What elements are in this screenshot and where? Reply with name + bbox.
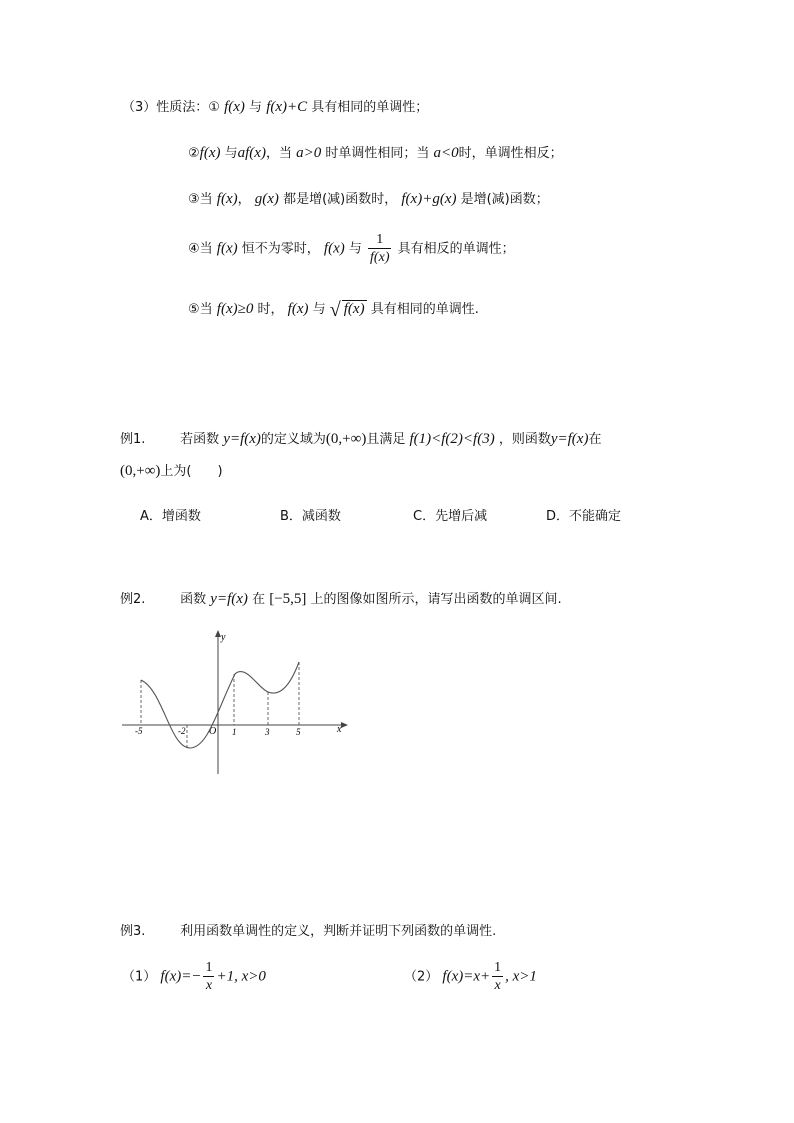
reciprocal-fraction: $\frac{1}{f(x)}$ [370, 232, 390, 265]
sqrt-radicand: f(x) [343, 301, 365, 317]
option-a: A．增函数 [140, 509, 201, 524]
property-method-line-3: ③当 f(x)， g(x) 都是增(减)函数时， f(x)+g(x) 是增(减)函数； [188, 191, 549, 207]
tick-label-5: 5 [296, 727, 301, 737]
example-3-label: 例3. [120, 924, 146, 939]
property-method-line-2: ②f(x) 与af(x)，当 a>0 时单调性相同；当 a<0时，单调性相反； [188, 145, 563, 161]
option-c: C．先增后减 [413, 509, 488, 524]
function-curve [141, 662, 299, 748]
section-label: （3）性质法： [122, 100, 209, 115]
origin-label: O [209, 726, 217, 737]
example-1-line-2: (0,+∞)上为( ) [120, 463, 223, 479]
property-method-line-1: （3）性质法：① f(x) 与 f(x)+C 具有相同的单调性； [122, 99, 429, 115]
example-1-line-1: 例1. 若函数 y=f(x)的定义域为(0,+∞)且满足 f(1)<f(2)<f(3) ，则函数y=f(x)在 [120, 428, 601, 448]
x-axis-arrow [341, 722, 348, 728]
example-1-label: 例1. [120, 432, 146, 447]
fraction-1-over-x-2: $\frac{1}{x}$ [494, 960, 502, 993]
y-axis-label: y [221, 632, 226, 643]
tick-label-minus2: -2 [178, 726, 186, 736]
tick-label-3: 3 [265, 727, 270, 737]
option-d: D．不能确定 [546, 509, 622, 524]
fraction-1-over-x: $\frac{1}{x}$ [205, 960, 213, 993]
example-2-line: 例2. 函数 y=f(x) 在 [−5,5] 上的图像如图所示，请写出函数的单调区间. [120, 588, 562, 608]
example-3-line: 例3. 利用函数单调性的定义，判断并证明下列函数的单调性. [120, 920, 496, 939]
example-2-label: 例2. [120, 592, 146, 607]
option-b: B．减函数 [280, 509, 341, 524]
x-axis-label: x [337, 724, 342, 735]
function-graph [118, 628, 358, 778]
tick-label-minus5: -5 [135, 726, 143, 736]
example-3-question-1: （1） f(x)=− $\frac{1}{x}$ +1, x>0 [122, 960, 266, 993]
property-method-line-5: ⑤当 f(x)≥0 时， f(x) 与 √ f(x) 具有相同的单调性. [188, 299, 479, 321]
example-3-question-2: （2） f(x)=x+ $\frac{1}{x}$ , x>1 [404, 960, 537, 993]
tick-label-1: 1 [232, 727, 237, 737]
property-method-line-4: ④当 f(x) 恒不为零时， f(x) 与 $\frac{1}{f(x)}$ 具有相反的单调性； [188, 232, 515, 265]
sqrt-sign: √ [329, 299, 341, 321]
